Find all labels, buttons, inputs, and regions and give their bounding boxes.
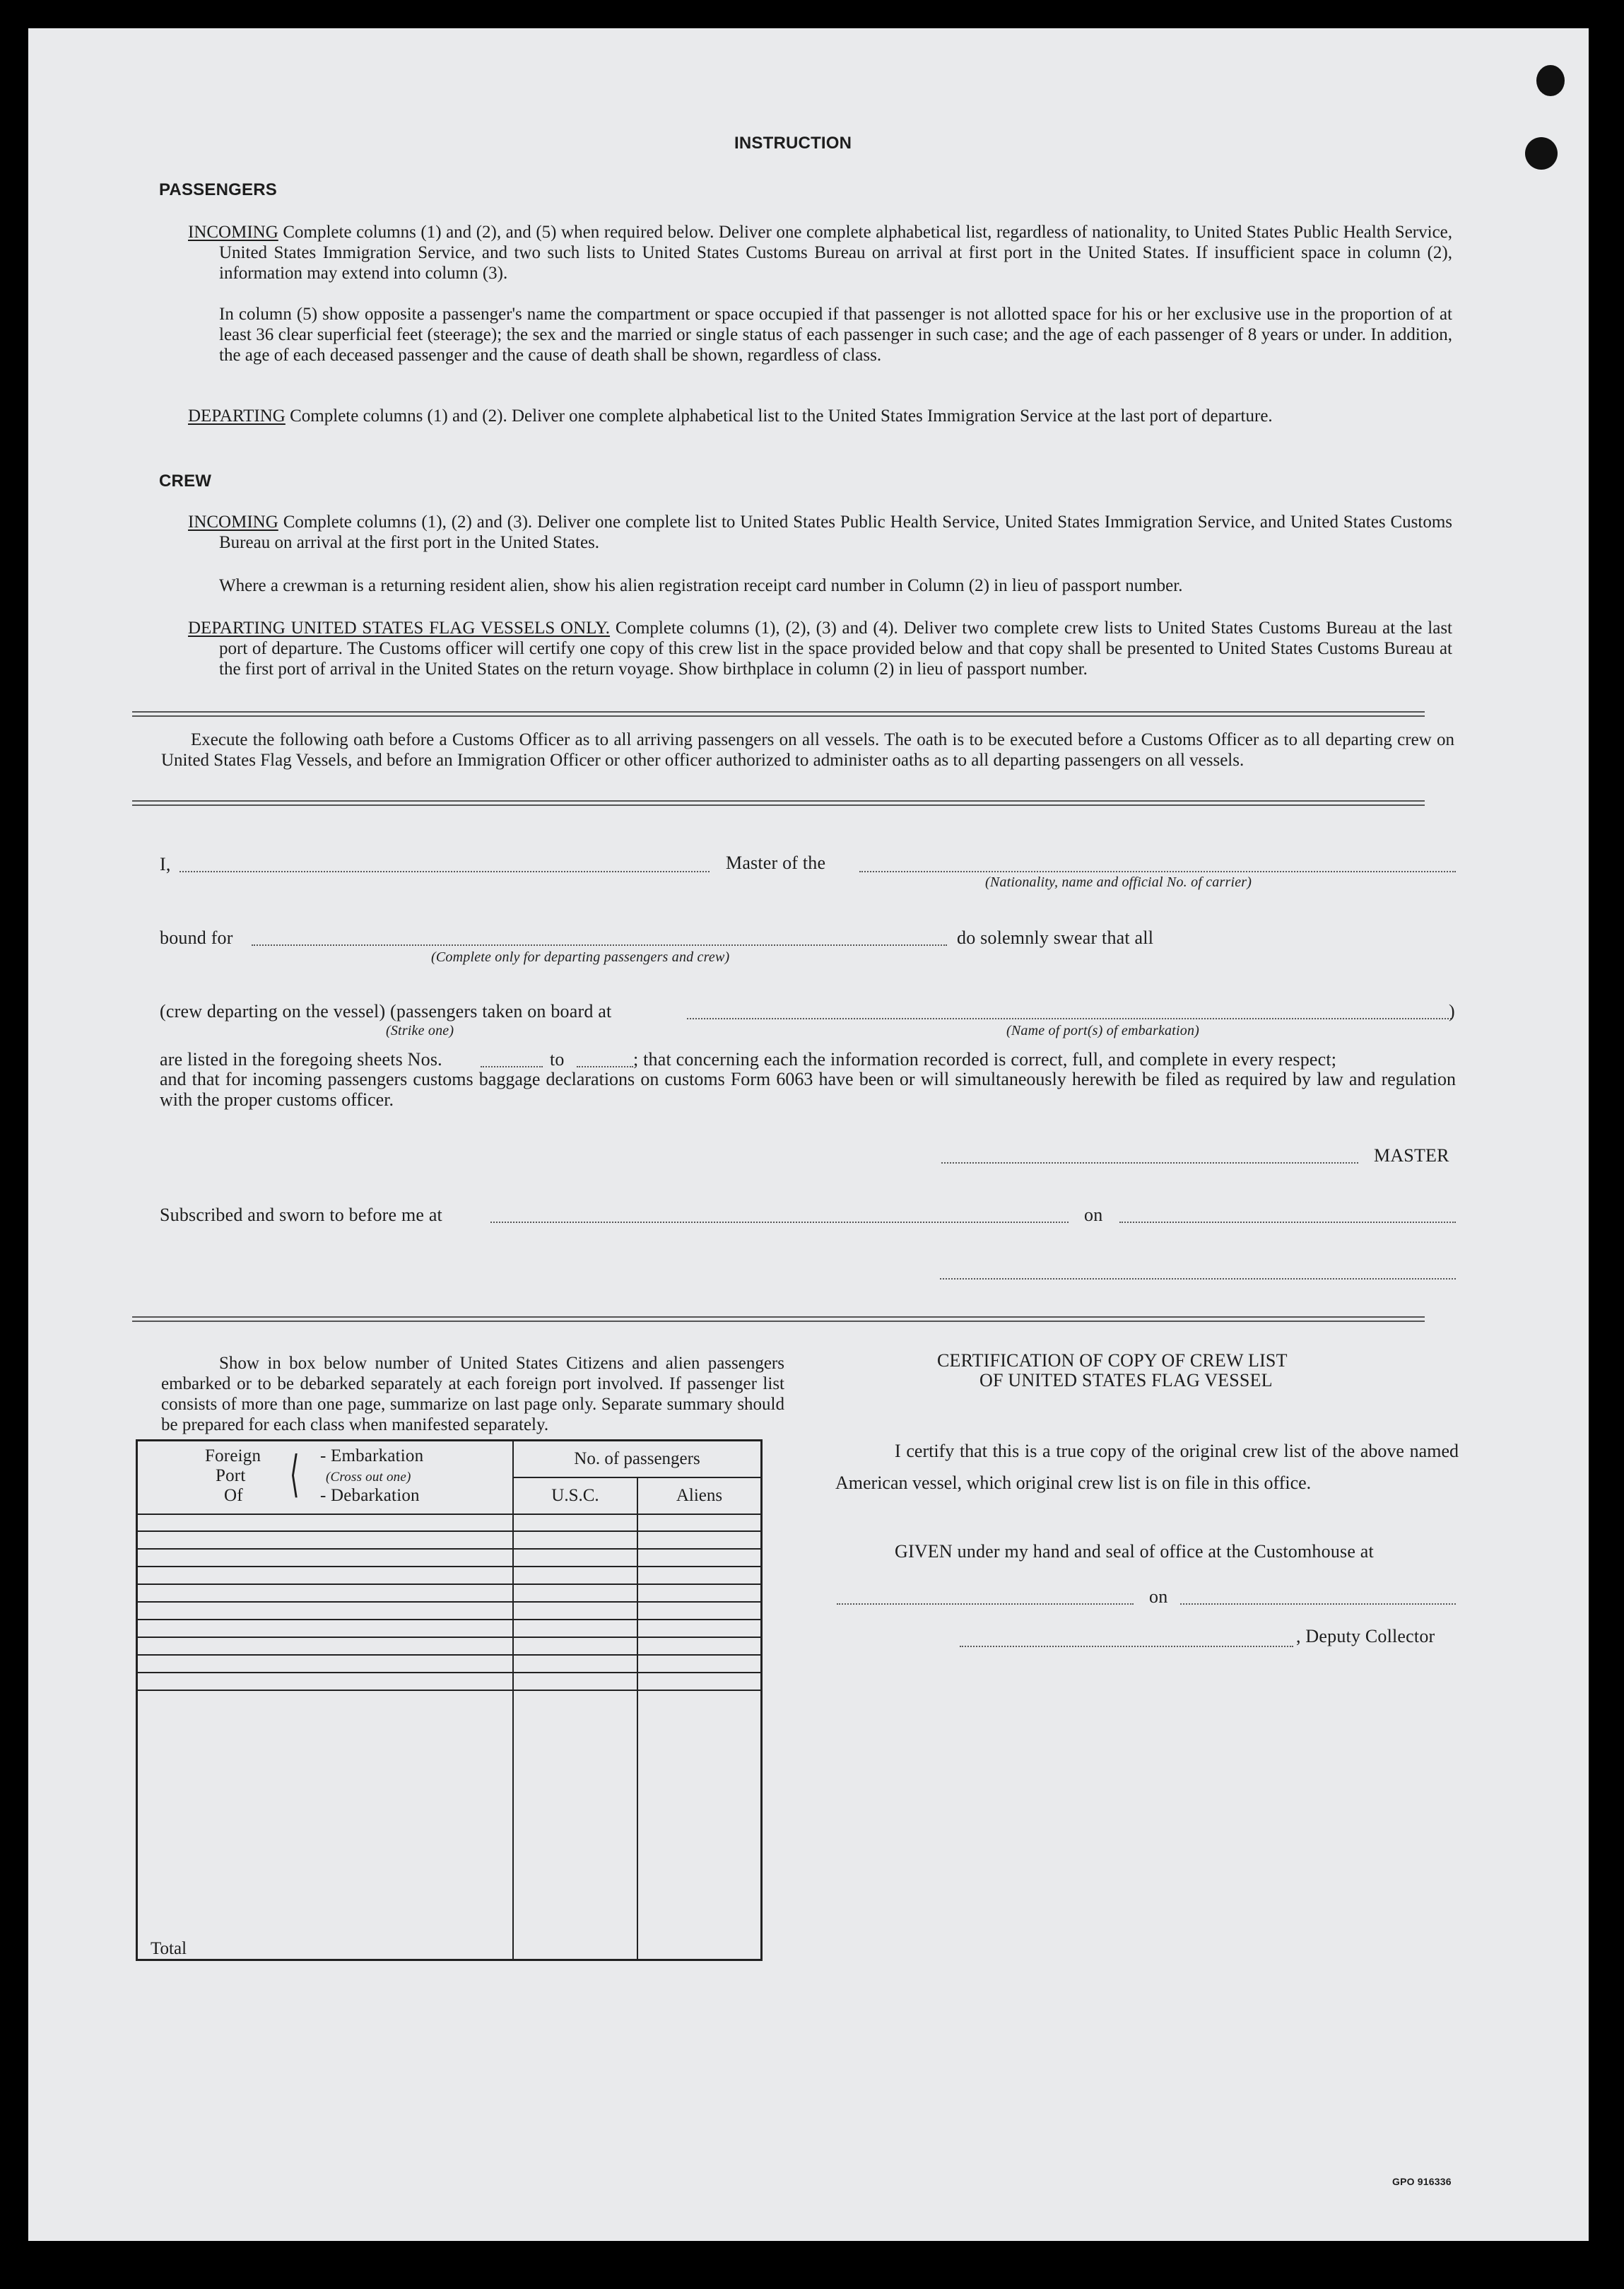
total-usc-cell[interactable] <box>513 1690 637 1960</box>
officer-signature-field[interactable] <box>940 1278 1456 1280</box>
crew-heading: CREW <box>159 472 212 491</box>
passengers-heading: PASSENGERS <box>159 180 277 199</box>
port-header-cell <box>137 1441 514 1514</box>
crew-departing-label: DEPARTING UNITED STATES FLAG VESSELS ONLY. <box>188 619 611 638</box>
usc-header: U.S.C. <box>513 1477 637 1514</box>
table-row <box>137 1567 762 1584</box>
oath-instruction: Execute the following oath before a Customs Officer as to all arriving passengers on all vessels. The oath is to be executed before a Customs Officer as to all departing crew on United States Flag Vessels, and before an Immigration Officer or other officer authorized to administer oaths as to all departing passengers on all vessels. <box>161 730 1454 770</box>
sheet-to-field[interactable] <box>577 1066 633 1067</box>
sworn-date-field[interactable] <box>1119 1222 1456 1223</box>
passengers-column5-paragraph: In column (5) show opposite a passenger's name the compartment or space occupied if that passenger is not allotted space for his or her exclusive use in the proportion of at least 36 clear superficial feet (steerage); the sex and the married or single status of each passenger in such case; and the age of each passenger of 8 years or under. In addition, the age of each deceased passenger and the cause of death shall be shown, regardless of class. <box>219 305 1452 365</box>
deputy-collector-label: , Deputy Collector <box>1296 1626 1435 1646</box>
passengers-incoming-paragraph <box>188 222 1453 283</box>
table-row <box>137 1620 762 1637</box>
cross-out-label: (Cross out one) <box>326 1470 411 1485</box>
table-row <box>137 1514 762 1532</box>
brace-icon: ⟨ <box>289 1448 300 1502</box>
table-row <box>137 1602 762 1620</box>
table-row <box>137 1549 762 1567</box>
nationality-caption: (Nationality, name and official No. of carrier) <box>985 874 1252 890</box>
sworn-on-label: on <box>1084 1205 1103 1225</box>
strike-one-caption: (Strike one) <box>386 1023 454 1038</box>
total-aliens-cell[interactable] <box>637 1690 762 1960</box>
ports-caption: (Name of port(s) of embarkation) <box>1006 1023 1200 1038</box>
crew-departing-label-line: (crew departing on the vessel) (passengers taken on board at <box>160 1001 612 1021</box>
crew-departing-paragraph <box>188 618 1453 679</box>
certification-title-2: OF UNITED STATES FLAG VESSEL <box>979 1370 1273 1391</box>
listed-to: to <box>550 1049 565 1070</box>
embarkation-port-field[interactable] <box>687 1018 1452 1019</box>
listed-prefix: are listed in the foregoing sheets Nos. <box>160 1049 442 1070</box>
crew-departing-text: Complete columns (1), (2), (3) and (4). Deliver two complete crew lists to United States Customs Bureau at the last port of departure. The Customs officer will certify one copy of this crew list in the space provided below and that copy shall be presented to United States Customs Bureau at the first port of arrival in the United States on the return voyage. Show birthplace in column (2) in lieu of passport number. <box>219 619 1453 679</box>
col-port: Port <box>216 1466 246 1485</box>
total-label: Total <box>137 1690 514 1960</box>
embarkation-label: - Embarkation <box>320 1446 424 1465</box>
certification-date-field[interactable] <box>1180 1603 1456 1605</box>
master-label: MASTER <box>1374 1145 1449 1166</box>
master-name-field[interactable] <box>180 871 710 872</box>
table-row <box>137 1637 762 1655</box>
crew-incoming-paragraph <box>188 512 1452 553</box>
footer-code: GPO 916336 <box>1392 2176 1452 2187</box>
customhouse-field[interactable] <box>837 1603 1134 1605</box>
sworn-place-field[interactable] <box>490 1222 1069 1223</box>
crew-resident-paragraph: Where a crewman is a returning resident alien, show his alien registration receipt card number in Column (2) in lieu of passport number. <box>219 576 1183 595</box>
table-row <box>137 1673 762 1690</box>
col-of: Of <box>224 1486 243 1505</box>
passenger-summary-table <box>136 1439 763 1961</box>
table-row <box>137 1655 762 1673</box>
certification-title-1: CERTIFICATION OF COPY OF CREW LIST <box>937 1350 1288 1371</box>
bound-for-field[interactable] <box>252 944 947 946</box>
no-of-passengers-header: No. of passengers <box>513 1441 762 1477</box>
certification-text: I certify that this is a true copy of the original crew list of the above named American vessel, which original crew list is on file in this office. <box>835 1441 1459 1493</box>
instruction-title: INSTRUCTION <box>734 134 852 153</box>
deputy-signature-field[interactable] <box>960 1646 1293 1647</box>
divider-oath <box>132 800 1425 806</box>
crew-incoming-text: Complete columns (1), (2) and (3). Deliver one complete list to United States Public Health Service, United States Immigration Service, and United States Customs Bureau on arrival at the first port in the United States. <box>219 513 1452 552</box>
passengers-departing-label: DEPARTING <box>188 406 286 426</box>
aliens-header: Aliens <box>637 1477 762 1514</box>
sheet-from-field[interactable] <box>481 1066 543 1067</box>
divider-bottom <box>132 1316 1425 1322</box>
passengers-departing-text: Complete columns (1) and (2). Deliver one complete alphabetical list to the United States Immigration Service at the last port of departure. <box>290 406 1273 426</box>
table-row <box>137 1531 762 1549</box>
divider-top <box>132 711 1425 717</box>
bound-for-caption: (Complete only for departing passengers and crew) <box>431 949 730 965</box>
listed-suffix: ; that concerning each the information recorded is correct, full, and complete in every respect; <box>633 1049 1337 1070</box>
summary-instruction: Show in box below number of United States Citizens and alien passengers embarked or to be debarked separately at each foreign port involved. If passenger list consists of more than one page, summarize on last page only. Separate summary should be prepared for each class when manifested separately. <box>161 1354 784 1434</box>
passengers-departing-paragraph <box>188 406 1452 426</box>
subscribed-label: Subscribed and sworn to before me at <box>160 1205 442 1225</box>
oath-i-label: I, <box>160 854 171 874</box>
bound-for-label: bound for <box>160 927 233 948</box>
passengers-incoming-text: Complete columns (1) and (2), and (5) when required below. Deliver one complete alphabetical list, regardless of nationality, to United States Public Health Service, United States Immigration Service, and two such lists to United States Customs Bureau on arrival at first port in the United States. If insufficient space in column (2), information may extend into column (3). <box>219 223 1453 283</box>
col-foreign: Foreign <box>205 1446 261 1465</box>
swear-label: do solemnly swear that all <box>957 927 1154 948</box>
given-label: GIVEN under my hand and seal of office at the Customhouse at <box>895 1541 1374 1562</box>
passengers-incoming-label: INCOMING <box>188 223 278 242</box>
listed-continuation: and that for incoming passengers customs baggage declarations on customs Form 6063 have been or will simultaneously herewith be filed as required by law and regulation with the proper customs officer. <box>160 1069 1456 1110</box>
debarkation-label: - Debarkation <box>320 1486 420 1505</box>
punch-hole-second <box>1525 137 1558 170</box>
master-of-the-label: Master of the <box>726 853 826 873</box>
close-paren: ) <box>1449 1001 1455 1021</box>
certification-on-label: on <box>1149 1586 1168 1607</box>
crew-incoming-label: INCOMING <box>188 513 278 532</box>
table-row <box>137 1584 762 1602</box>
master-signature-field[interactable] <box>941 1162 1358 1164</box>
total-row <box>137 1690 762 1960</box>
punch-hole-top <box>1536 65 1565 96</box>
